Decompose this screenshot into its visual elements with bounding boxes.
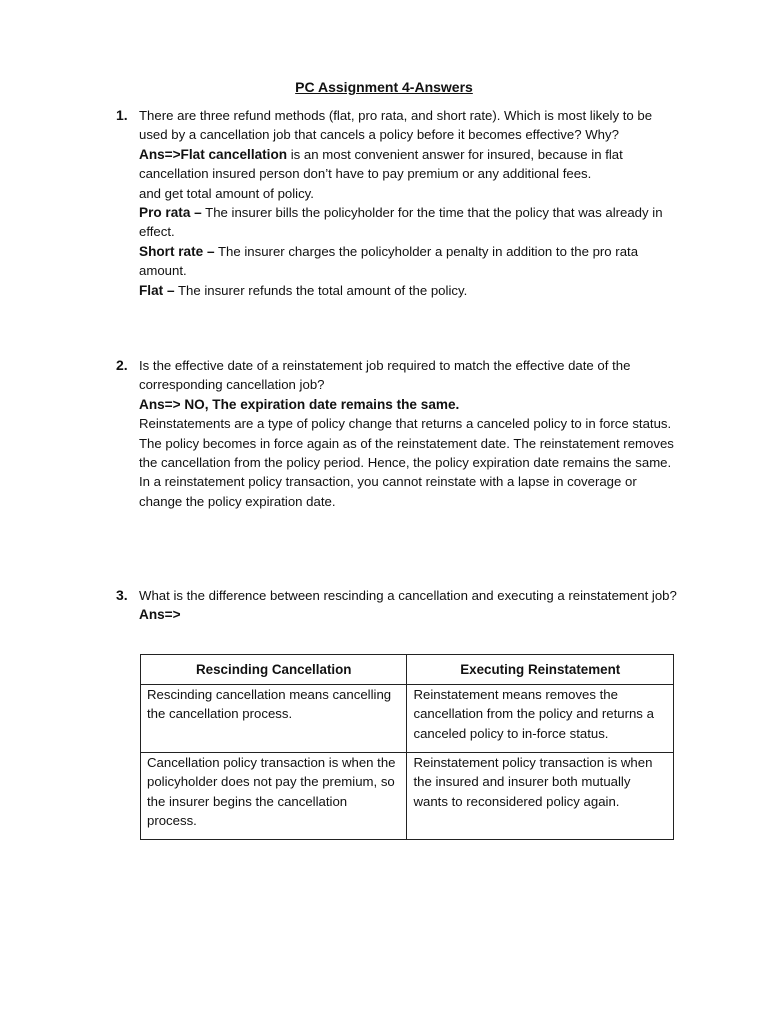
answer-paragraph xyxy=(139,145,679,184)
flat-text: The insurer refunds the total amount of the policy. xyxy=(174,282,468,298)
question-text: What is the difference between rescinding a cancellation and executing a reinstatement job? xyxy=(139,588,677,603)
table-cell xyxy=(407,753,674,840)
answer-text: is an most convenient answer for insured, because in flat cancellation insured person don’t have to pay premium or any additional fees. xyxy=(139,146,623,182)
question-number: 3. xyxy=(116,587,128,603)
answer-continuation: and get total amount of policy. xyxy=(139,185,314,201)
table-cell-text: Reinstatement policy transaction is when the insured and insurer both mutually wants to reconsidered policy again. xyxy=(413,755,653,809)
short-rate-text: The insurer charges the policyholder a penalty in addition to the pro rata amount. xyxy=(139,243,639,279)
question-number: 2. xyxy=(116,357,128,373)
pro-rata-text: The insurer bills the policyholder for the time that the policy that was already in effect. xyxy=(139,205,663,240)
flat-paragraph xyxy=(139,281,679,300)
explanation-paragraph: Reinstatements are a type of policy change that returns a canceled policy to in force status. The policy becomes in force again as of the reinstatement date. The reinstatement removes the cancellation from the policy period. Hence, the policy expiration date remains the same. xyxy=(139,416,674,471)
table-row xyxy=(141,685,674,753)
answer-label: Ans=>Flat cancellation xyxy=(139,146,288,162)
short-rate-label: Short rate – xyxy=(139,243,215,259)
table-header-row xyxy=(141,655,674,685)
table-cell-text: Cancellation policy transaction is when the policyholder does not pay the premium, so the insurer begins the cancellation process. xyxy=(147,755,396,829)
table-header: Rescinding Cancellation xyxy=(141,655,407,685)
document-title: PC Assignment 4-Answers xyxy=(295,79,473,95)
explanation-paragraph: In a reinstatement policy transaction, you cannot reinstate with a lapse in coverage or change the policy expiration date. xyxy=(139,474,637,509)
question-number: 1. xyxy=(116,107,128,123)
pro-rata-paragraph xyxy=(139,203,679,242)
question-body xyxy=(139,356,679,511)
table-cell xyxy=(141,685,407,753)
answer-text: Ans=> NO, The expiration date remains the same. xyxy=(139,396,460,412)
question-text: Is the effective date of a reinstatement job required to match the effective date of the corresponding cancellation job? xyxy=(139,358,631,393)
table-header: Executing Reinstatement xyxy=(407,655,674,685)
table-row xyxy=(141,753,674,840)
question-text: There are three refund methods (flat, pro rata, and short rate). Which is most likely to be used by a cancellation job that cancels a policy before it becomes effective? Why? xyxy=(139,108,653,143)
question-body xyxy=(139,586,679,625)
table-cell-text: Reinstatement means removes the cancellation from the policy and returns a canceled policy to in-force status. xyxy=(413,687,654,741)
table-cell-text: Rescinding cancellation means cancelling the cancellation process. xyxy=(147,687,392,722)
table-cell xyxy=(407,685,674,753)
comparison-table xyxy=(140,654,674,840)
pro-rata-label: Pro rata – xyxy=(139,205,202,221)
short-rate-paragraph xyxy=(139,242,679,281)
flat-label: Flat – xyxy=(139,282,175,298)
table-cell xyxy=(141,753,407,840)
question-body xyxy=(139,106,679,300)
answer-label: Ans=> xyxy=(139,607,181,623)
